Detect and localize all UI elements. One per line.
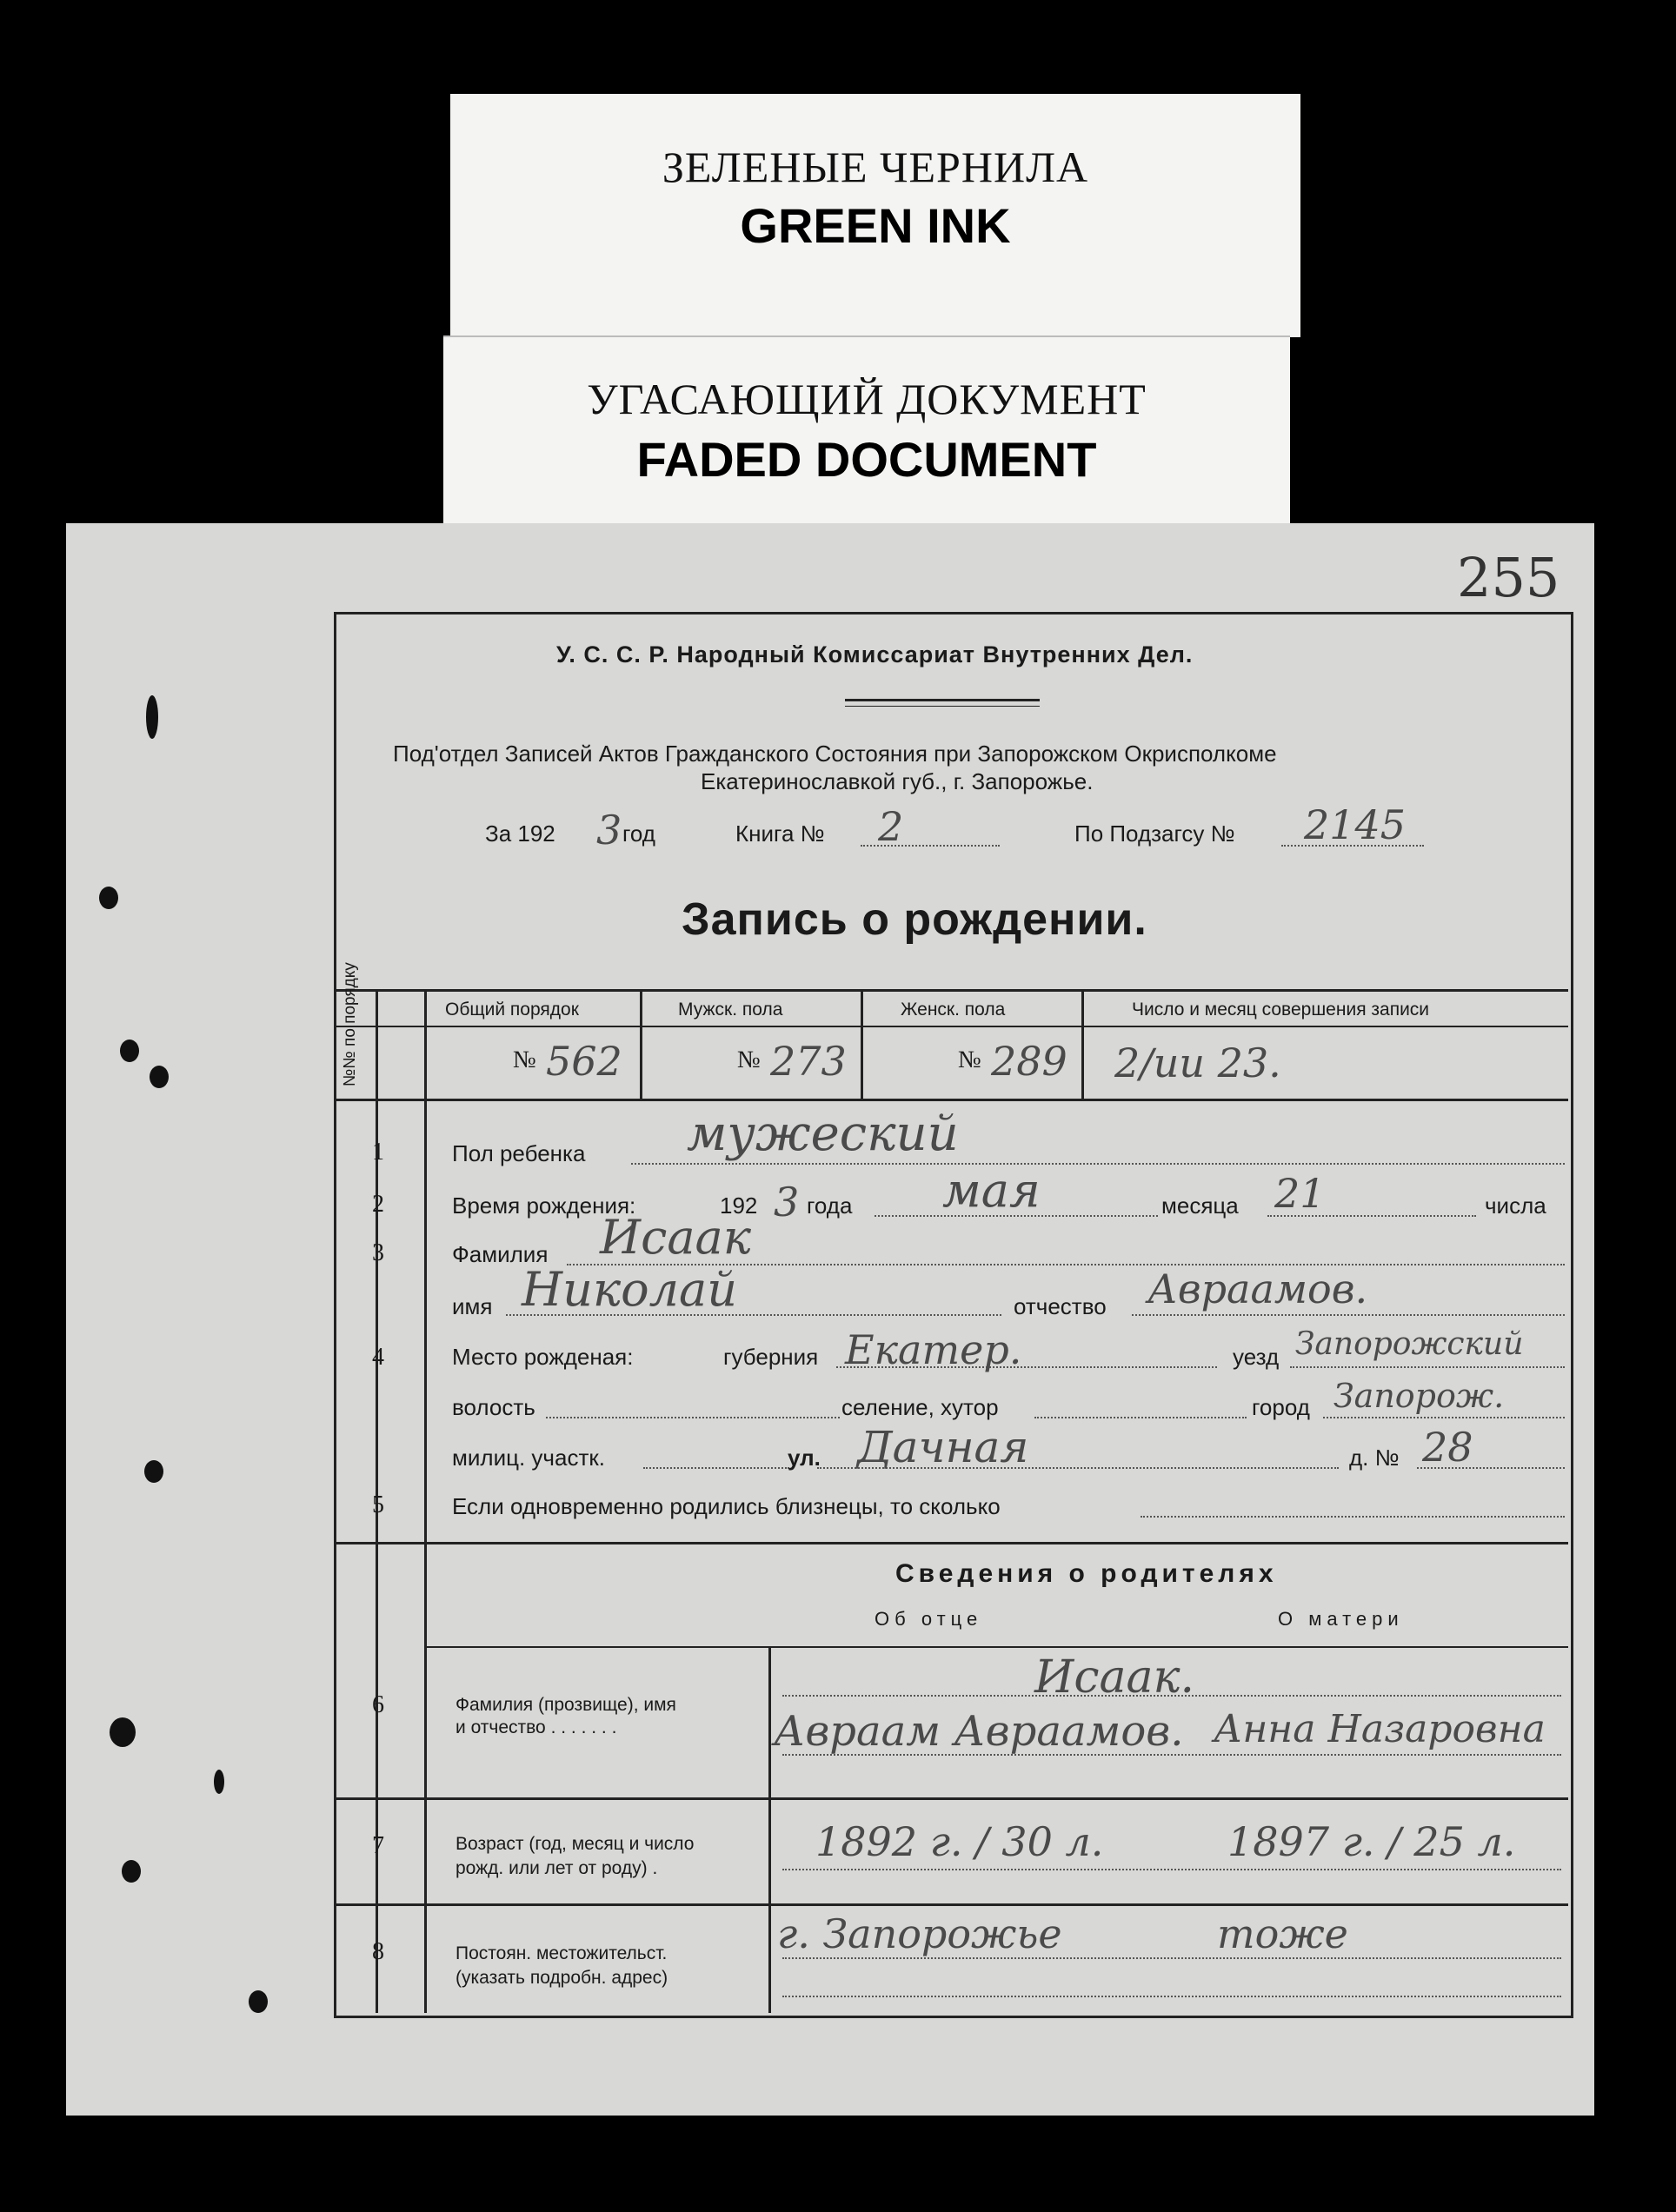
archive-label-green-ink (450, 94, 1300, 337)
table-rule (336, 1903, 1568, 1906)
father-column-head: Об отце (875, 1608, 983, 1630)
general-order-value: 562 (546, 1038, 622, 1085)
militia-underline (643, 1467, 789, 1469)
house-value: 28 (1422, 1424, 1473, 1471)
col-male: Мужск. пола (678, 1000, 783, 1020)
org-line: У. С. С. Р. Народный Комиссариат Внутренних Дел. (556, 641, 1194, 668)
parent-residence-underline (782, 1996, 1561, 1997)
parent-age-label-1: Возраст (год, месяц и число (456, 1834, 695, 1854)
twins-label: Если одновременно родились близнецы, то сколько (452, 1493, 1001, 1519)
male-num-sign: № (737, 1046, 761, 1073)
village-label: селение, хутор (841, 1394, 999, 1420)
village-underline (1034, 1417, 1247, 1418)
general-num-sign: № (513, 1046, 536, 1073)
day-word: числа (1485, 1192, 1546, 1219)
house-label: д. № (1349, 1445, 1400, 1471)
table-rule (336, 1542, 1568, 1544)
mother-age-value: 1897 г. / 25 л. (1227, 1818, 1516, 1865)
binding-hole (110, 1717, 136, 1747)
parent-name-underline (782, 1695, 1561, 1697)
parent-surname-value: Исаак. (1034, 1651, 1195, 1704)
row-number: 7 (372, 1832, 384, 1859)
record-title: Запись о рождении. (682, 894, 1147, 945)
parents-section-title: Сведения о родителях (895, 1559, 1278, 1588)
birth-year-value: 3 (774, 1179, 800, 1226)
uezd-value: Запорожский (1295, 1326, 1524, 1362)
row-number-header: №№ по порядку (341, 962, 359, 1086)
surname-value: Исаак (600, 1210, 751, 1265)
row-number: 8 (372, 1938, 384, 1965)
name-value: Николай (522, 1262, 737, 1317)
uezd-underline (1290, 1366, 1565, 1368)
header-rule (845, 706, 1040, 707)
binding-hole (146, 695, 158, 739)
binding-hole (122, 1860, 141, 1883)
parent-name-label-1: Фамилия (прозвище), имя (456, 1695, 676, 1715)
militia-label: милиц. участк. (452, 1445, 605, 1471)
folio-number: 255 (1457, 546, 1560, 609)
surname-label: Фамилия (452, 1241, 549, 1267)
book-label: Книга № (735, 820, 825, 847)
year-value: 3 (596, 807, 622, 854)
binding-hole (99, 887, 118, 909)
table-rule (1081, 989, 1084, 1099)
female-num-sign: № (958, 1046, 981, 1073)
table-rule (424, 989, 427, 2013)
binding-hole (120, 1040, 139, 1062)
table-rule (640, 989, 642, 1099)
twins-underline (1141, 1516, 1565, 1518)
birth-month-value: мая (942, 1163, 1041, 1218)
birthplace-label: Место рожденая: (452, 1344, 634, 1370)
volost-underline (546, 1417, 840, 1418)
parent-age-underline (782, 1869, 1561, 1870)
row-number: 6 (372, 1691, 384, 1718)
table-rule (424, 1646, 1568, 1648)
mother-residence-value: тоже (1217, 1910, 1348, 1957)
subregistry-label: По Подзагсу № (1074, 820, 1235, 847)
table-rule (336, 989, 1568, 992)
city-label: город (1252, 1394, 1310, 1420)
name-label: имя (452, 1293, 493, 1319)
table-rule (861, 989, 863, 1099)
table-rule (336, 1099, 1568, 1101)
street-label: ул. (788, 1445, 821, 1471)
binding-hole (249, 1990, 268, 2013)
patronymic-label: отчество (1014, 1293, 1107, 1319)
uezd-label: уезд (1233, 1344, 1280, 1370)
row-number: 2 (372, 1191, 384, 1218)
dept-line-2: Екатеринославкой губ., г. Запорожье. (701, 768, 1094, 794)
col-female: Женск. пола (901, 1000, 1006, 1020)
binding-hole (150, 1066, 169, 1088)
year-word: года (807, 1192, 853, 1219)
father-name-value: Авраам Авраамов. (774, 1707, 1184, 1756)
row-number: 3 (372, 1239, 384, 1266)
city-value: Запорож. (1333, 1377, 1505, 1415)
sex-label: Пол ребенка (452, 1140, 586, 1166)
parent-name-label-2: и отчество . . . . . . . (456, 1717, 617, 1737)
male-order-value: 273 (770, 1038, 847, 1085)
row-number: 4 (372, 1344, 384, 1371)
parent-name-underline (782, 1754, 1561, 1756)
col-general-order: Общий порядок (445, 1000, 579, 1020)
month-word: месяца (1161, 1192, 1239, 1219)
book-value: 2 (878, 803, 904, 850)
gubernia-value: Екатер. (845, 1326, 1022, 1373)
row-number: 5 (372, 1491, 384, 1518)
table-rule (336, 1797, 1568, 1800)
birth-day-value: 21 (1274, 1170, 1326, 1217)
patronymic-value: Авраамов. (1147, 1265, 1368, 1312)
table-rule (336, 1026, 1568, 1027)
dept-line-1: Под'отдел Записей Актов Гражданского Состояния при Запорожском Окрисполкоме (393, 741, 1277, 767)
female-order-value: 289 (991, 1038, 1067, 1085)
label-en-text: GREEN INK (740, 198, 1011, 253)
label-en-text: FADED DOCUMENT (636, 432, 1097, 487)
label-ru-text: УГАСАЮЩИЙ ДОКУМЕНТ (587, 375, 1147, 423)
row-number: 1 (372, 1139, 384, 1166)
record-date-value: 2/ии 23. (1114, 1040, 1281, 1086)
label-ru-text: ЗЕЛЕНЫЕ ЧЕРНИЛА (662, 143, 1089, 191)
birth-time-label: Время рождения: (452, 1192, 636, 1219)
birth-year-prefix: 192 (720, 1192, 758, 1219)
father-residence-value: г. Запорожье (777, 1910, 1062, 1957)
sex-underline (631, 1163, 1565, 1165)
volost-label: волость (452, 1394, 535, 1420)
street-value: Дачная (857, 1422, 1029, 1472)
binding-hole (144, 1460, 163, 1483)
table-rule (768, 1646, 771, 2013)
header-rule (845, 699, 1040, 701)
binding-hole (214, 1770, 224, 1794)
parent-age-label-2: рожд. или лет от роду) . (456, 1858, 658, 1878)
subregistry-value: 2145 (1304, 801, 1407, 848)
sex-value: мужеский (687, 1106, 959, 1162)
col-record-date: Число и месяц совершения записи (1132, 1000, 1430, 1020)
mother-name-value: Анна Назаровна (1214, 1707, 1546, 1751)
city-underline (1323, 1417, 1565, 1418)
gubernia-label: губерния (723, 1344, 819, 1370)
year-label: За 192 (485, 820, 555, 847)
parent-residence-underline (782, 1957, 1561, 1959)
parent-residence-label-2: (указать подробн. адрес) (456, 1968, 668, 1988)
mother-column-head: О матери (1278, 1608, 1404, 1630)
parent-residence-label-1: Постоян. местожительст. (456, 1943, 668, 1963)
archive-label-faded-document (443, 337, 1290, 525)
father-age-value: 1892 г. / 30 л. (815, 1818, 1104, 1865)
year-suffix: год (622, 820, 655, 847)
patronymic-underline (1132, 1314, 1565, 1316)
